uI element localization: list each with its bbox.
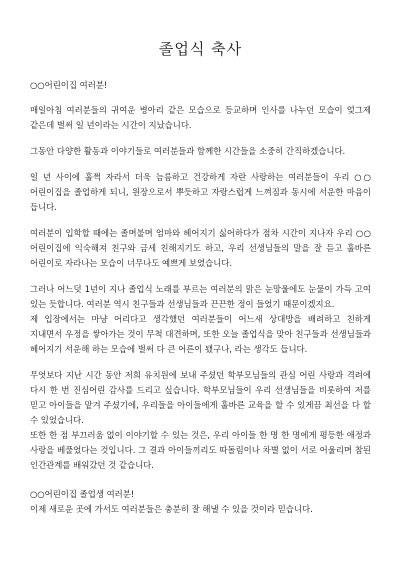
paragraph-graduation-song: 그러나 어느덧 1년이 지나 졸업식 노래를 부르는 여러분의 맑은 눈망울에도 눈물이 가득 고여 있는 듯합니다. 여러분 역시 친구들과 선생님들과 끈끈한 정이 들었기 때문이겠지요.: [30, 284, 371, 309]
greeting-line: ○○어린이집 여러분!: [30, 80, 108, 90]
closing-greeting: ○○어린이집 졸업생 여러분!: [30, 489, 135, 499]
paragraph-morning-greeting: 매일아침 여러분들의 귀여운 병아리 같은 모습으로 등교하며 인사를 나누던 모습이 엊그제 같은데 벌써 일 년이라는 시간이 지났습니다.: [30, 105, 371, 130]
paragraph-grown-up: 제 입장에서는 마냥 어리다고 생각했던 여러분들이 어느새 상대방을 배려하고 친하게 지내면서 우정을 쌓아가는 것이 무척 대견하며, 또한 오늘 졸업식을 맞아 친구들과 선생님들과 헤어지기 서운해 하는 모습에 벌써 다 큰 어른이 됐구나, 라는 생각도 듭니다.: [30, 314, 371, 354]
document-title: 졸업식 축사: [158, 40, 243, 58]
paragraph-graduation-feelings: 일 년 사이에 훌쩍 자라서 더욱 늠름하고 건강하게 자란 사랑하는 여러분들이 우리 ○○어린이집을 졸업하게 되니, 원장으로서 뿌듯하고 자랑스럽게 느껴짐과 동시에 서운한 마음이 듭니다.: [30, 172, 371, 212]
paragraph-admission-memories: 여러분이 입학할 때에는 졸며불며 엄마와 헤어지기 싫어하다가 점차 시간이 지나자 우리 ○○어린이집에 익숙해져 친구와 금세 친해지기도 하고, 우리 선생님들의 말을 잘 듣고 훌바른 어린이로 자라나는 모습이 너무나도 예쁘게 보였습니다.: [30, 228, 371, 268]
paragraph-cherish-time: 그동안 다양한 활동과 이야기들로 여러분들과 함께한 시간들을 소중히 간직하겠습니다.: [30, 146, 346, 156]
paragraph-thanks-parents: 무엇보다 지난 시간 동안 저희 유치원에 보내 주셨던 학부모님들의 관심 어린 사랑과 격려에 다시 한 번 진심어린 감사를 드리고 싶습니다. 학부모님들이 우리 선생님들을 비롯하여 저를 믿고 아이들을 맡겨 주셨기에, 우리들을 아이들에게 훌바른 교육을 할 수 있게끔 최선을 다 할 수 있었습니다.: [30, 370, 371, 425]
paragraph-closing-wish: 이제 새로운 곳에 가서도 여러분들은 충분히 잘 해낼 수 있을 것이라 믿습니다.: [30, 504, 313, 514]
paragraph-equal-love: 또한 한 점 부끄러움 없이 이야기할 수 있는 것은, 우리 아이들 한 명 한 명에게 평등한 애정과 사랑을 베풀었다는 것입니다. 그 결과 아이들끼리도 따돌림이나 차별 없이 서로 어울리며 참된 인간관계를 배워갔던 것 같습니다.: [30, 430, 371, 470]
